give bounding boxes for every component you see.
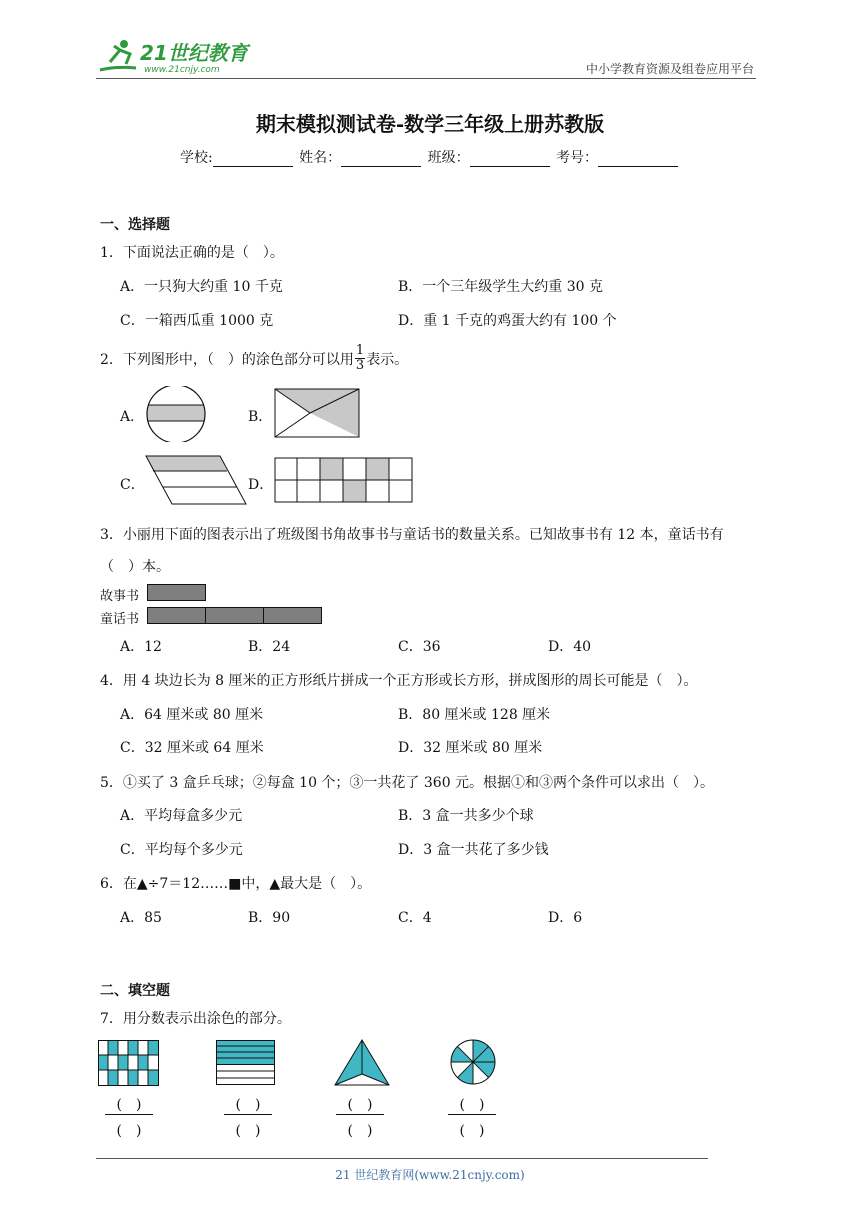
fraction-bar xyxy=(224,1114,272,1115)
question-4-option-b[interactable]: B．80 厘米或 128 厘米 xyxy=(398,707,551,723)
question-6-option-b[interactable]: B．90 xyxy=(248,910,291,926)
question-3-stem-line2: （ ）本。 xyxy=(100,559,170,575)
figure-rectangle-triangles xyxy=(274,388,360,438)
figure-triangle xyxy=(334,1038,390,1088)
answer-1-numerator[interactable]: ( ) xyxy=(116,1097,142,1113)
question-1-option-d[interactable]: D．重 1 千克的鸡蛋大约有 100 个 xyxy=(398,313,617,329)
question-2-option-a[interactable]: A． xyxy=(120,409,145,425)
question-4-stem: 4．用 4 块边长为 8 厘米的正方形纸片拼成一个正方形或长方形，拼成图形的周长可能是（ ）。 xyxy=(100,673,698,689)
figure-grid xyxy=(274,457,414,503)
name-blank[interactable] xyxy=(341,152,421,167)
bar-fairy-2 xyxy=(206,608,264,624)
figure-parallelogram xyxy=(145,455,247,505)
figure-circle-sectors xyxy=(449,1038,497,1086)
fraction-numerator: 1 xyxy=(355,343,365,358)
fraction-denominator: 3 xyxy=(355,358,365,373)
header-divider xyxy=(96,78,756,79)
number-label: 考号： xyxy=(556,150,599,166)
bar-story xyxy=(148,585,206,601)
question-5-option-a[interactable]: A．平均每盒多少元 xyxy=(120,808,243,824)
answer-3-numerator[interactable]: ( ) xyxy=(347,1097,373,1113)
footer-divider xyxy=(96,1158,708,1159)
school-label: 学校: xyxy=(179,150,213,166)
answer-3-denominator[interactable]: ( ) xyxy=(347,1123,373,1139)
number-blank[interactable] xyxy=(598,152,678,167)
question-3-option-d[interactable]: D．40 xyxy=(548,639,592,655)
figure-circle-band xyxy=(145,386,207,442)
school-blank[interactable] xyxy=(213,152,293,167)
question-6-option-c[interactable]: C．4 xyxy=(398,910,432,926)
section-title-fill: 二、填空题 xyxy=(100,983,170,999)
question-5-option-b[interactable]: B．3 盒一共多少个球 xyxy=(398,808,534,824)
logo xyxy=(96,36,256,78)
bar-label-story: 故事书 xyxy=(100,589,140,604)
section-title-choice: 一、选择题 xyxy=(100,217,170,233)
question-3-option-b[interactable]: B．24 xyxy=(248,639,291,655)
question-2-stem xyxy=(100,344,408,373)
bar-model xyxy=(147,584,323,626)
question-3-option-a[interactable]: A．12 xyxy=(120,639,162,655)
answer-4-numerator[interactable]: ( ) xyxy=(459,1097,485,1113)
class-blank[interactable] xyxy=(470,152,550,167)
answer-1-denominator[interactable]: ( ) xyxy=(116,1123,142,1139)
question-4-option-a[interactable]: A．64 厘米或 80 厘米 xyxy=(120,707,264,723)
question-3-stem-line1: 3．小丽用下面的图表示出了班级图书角故事书与童话书的数量关系。已知故事书有 12 本，童话书有 xyxy=(100,527,724,543)
figure-checkerboard xyxy=(98,1040,160,1086)
question-7-stem: 7．用分数表示出涂色的部分。 xyxy=(100,1011,291,1027)
logo-url: www.21cnjy.com xyxy=(144,65,220,75)
figure-striped-rectangle xyxy=(216,1040,276,1086)
question-6-stem: 6．在▲÷7＝12……■中，▲最大是（ ）。 xyxy=(100,876,372,892)
name-label: 姓名： xyxy=(299,150,342,166)
question-2-option-b[interactable]: B． xyxy=(248,409,273,425)
question-4-option-d[interactable]: D．32 厘米或 80 厘米 xyxy=(398,740,543,756)
fraction-one-third xyxy=(355,344,365,373)
question-1-stem: 1．下面说法正确的是（ ）。 xyxy=(100,245,284,261)
header-platform-text: 中小学教育资源及组卷应用平台 xyxy=(585,62,754,76)
fraction-bar xyxy=(336,1114,384,1115)
student-info-line xyxy=(0,147,860,167)
question-6-option-a[interactable]: A．85 xyxy=(120,910,162,926)
answer-4-denominator[interactable]: ( ) xyxy=(459,1123,485,1139)
bar-fairy-3 xyxy=(264,608,322,624)
page-title: 期末模拟测试卷-数学三年级上册苏教版 xyxy=(255,112,605,136)
question-6-option-d[interactable]: D．6 xyxy=(548,910,583,926)
question-5-option-d[interactable]: D．3 盒一共花了多少钱 xyxy=(398,842,549,858)
bar-fairy-1 xyxy=(148,608,206,624)
fraction-bar xyxy=(448,1114,496,1115)
footer-text[interactable]: 21 世纪教育网(www.21cnjy.com) xyxy=(335,1168,525,1182)
question-2-stem-pre: 2．下列图形中，（ ）的涂色部分可以用 xyxy=(100,351,354,368)
question-4-option-c[interactable]: C．32 厘米或 64 厘米 xyxy=(120,740,264,756)
answer-2-numerator[interactable]: ( ) xyxy=(235,1097,261,1113)
fraction-bar xyxy=(105,1114,153,1115)
question-2-option-d[interactable]: D． xyxy=(248,477,274,493)
logo-text: 21世纪教育 xyxy=(140,41,248,65)
question-3-option-c[interactable]: C．36 xyxy=(398,639,441,655)
question-1-option-b[interactable]: B．一个三年级学生大约重 30 克 xyxy=(398,279,604,295)
question-2-option-c[interactable]: C． xyxy=(120,477,145,493)
class-label: 班级： xyxy=(427,150,470,166)
bar-label-fairy: 童话书 xyxy=(100,612,140,627)
answer-2-denominator[interactable]: ( ) xyxy=(235,1123,261,1139)
question-5-stem: 5．①买了 3 盒乒乓球；②每盒 10 个；③一共花了 360 元。根据①和③两个条件可以求出（ ）。 xyxy=(100,775,715,791)
question-2-stem-post: 表示。 xyxy=(366,351,409,368)
question-1-option-c[interactable]: C．一箱西瓜重 1000 克 xyxy=(120,313,274,329)
question-1-option-a[interactable]: A．一只狗大约重 10 千克 xyxy=(120,279,283,295)
question-5-option-c[interactable]: C．平均每个多少元 xyxy=(120,842,243,858)
